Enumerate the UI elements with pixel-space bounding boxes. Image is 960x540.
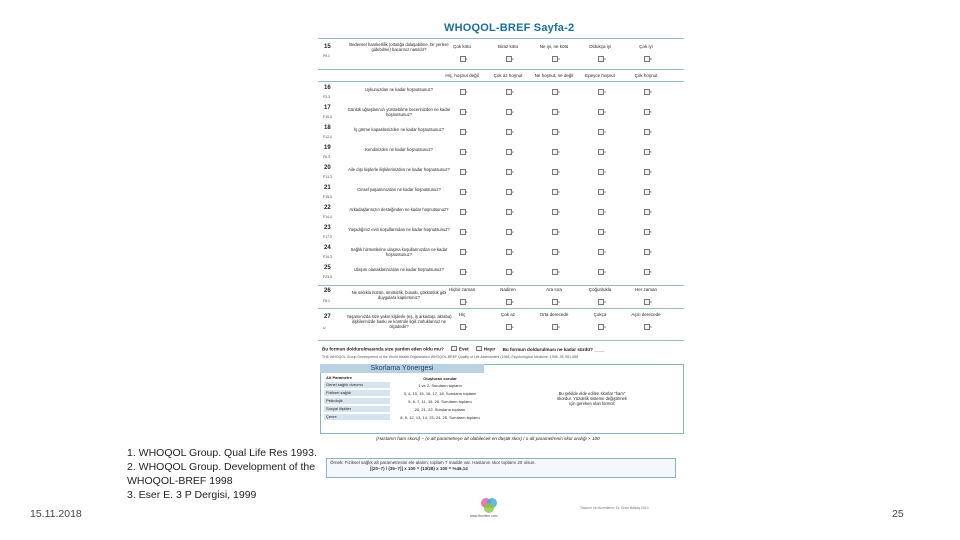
example-line-2: [(20−7) / (35−7)] x 100 = (13/28) x 100 = %46,14	[370, 466, 468, 471]
answer-checkbox[interactable]	[460, 169, 466, 175]
question-number: 18	[324, 125, 331, 131]
answer-checkbox[interactable]	[506, 169, 512, 175]
question-text: Sağlık hizmetlerine ulaşma koşullarınızdan ne kadar hoşnutsunuz?	[350, 247, 448, 257]
answer-checkbox[interactable]	[644, 89, 650, 95]
question-number: 21	[324, 185, 331, 191]
question-number: 20	[324, 165, 331, 171]
answer-score: 5	[650, 150, 652, 154]
answer-score: 4	[604, 325, 606, 329]
scoring-items: 20, 21, 22. Soruların toplamı	[414, 407, 466, 412]
answer-score: 1	[466, 210, 468, 214]
answer-checkbox[interactable]	[644, 109, 650, 115]
answer-checkbox[interactable]	[552, 89, 558, 95]
answer-checkbox[interactable]	[460, 249, 466, 255]
answer-score: 5	[650, 57, 652, 61]
answer-checkbox[interactable]	[552, 324, 558, 330]
answer-score: 4	[604, 250, 606, 254]
scoring-formula: (Hastanın ham skoru) − (o alt parametreye ait olabilecek en düşük skor) / o alt parametrenin skor aralığı × 100	[376, 436, 600, 441]
answer-score: 1	[466, 250, 468, 254]
answer-score: 1	[466, 300, 468, 304]
answer-checkbox[interactable]	[552, 129, 558, 135]
answer-checkbox[interactable]	[598, 169, 604, 175]
answer-checkbox[interactable]	[506, 189, 512, 195]
answer-score: 3	[558, 90, 560, 94]
time-question: Bu formun doldurulması ne kadar sürdü? ____	[502, 346, 605, 352]
answer-score: 1	[466, 130, 468, 134]
reference-1: 1. WHOQOL Group. Qual Life Res 1993.	[127, 447, 317, 459]
answer-checkbox[interactable]	[460, 189, 466, 195]
answer-score: 1	[466, 110, 468, 114]
question-text: Uykunuzdan ne kadar hoşnutsunuz?	[365, 87, 433, 92]
scale-option-label: Çok kötü	[453, 44, 471, 49]
answer-checkbox[interactable]	[460, 109, 466, 115]
hayir-checkbox[interactable]	[476, 346, 482, 352]
scoring-col-1: Alt Parametre	[326, 375, 353, 380]
answer-score: 2	[512, 250, 514, 254]
answer-checkbox[interactable]	[598, 209, 604, 215]
hayir-label: Hayır	[483, 346, 496, 352]
scoring-note: Bu şekilde elde edilen skorlar "ham" skordur. Yüzdelik sisteme değiştirmek için gereken olan formül;	[557, 391, 627, 406]
answer-checkbox[interactable]	[460, 324, 466, 330]
answer-checkbox[interactable]	[506, 299, 512, 305]
answer-score: 3	[558, 210, 560, 214]
answer-score: 2	[512, 325, 514, 329]
scoring-col-2: Oluşturan sorular	[423, 376, 457, 381]
answer-checkbox[interactable]	[460, 149, 466, 155]
answer-checkbox[interactable]	[506, 229, 512, 235]
question-text: Günlük uğraşlarınızı yürütebilme becerinizden ne kadar hoşnutsunuz?	[347, 107, 451, 117]
answer-score: 5	[650, 210, 652, 214]
scoring-row	[320, 398, 558, 405]
answer-checkbox[interactable]	[552, 269, 558, 275]
question-code: F15.3	[323, 195, 332, 199]
scoring-parameter: Çevre	[324, 414, 390, 420]
divider	[318, 340, 684, 341]
whoqol-form-image	[318, 18, 686, 523]
question-code: F6.3	[323, 155, 331, 159]
divider	[318, 81, 684, 82]
scale-option-label: Ne hoşnut, ne değil	[534, 73, 574, 78]
q15-number: 15	[324, 44, 331, 50]
scoring-row	[320, 382, 558, 389]
answer-checkbox[interactable]	[506, 56, 512, 62]
answer-score: 4	[604, 270, 606, 274]
answer-score: 4	[604, 230, 606, 234]
scoring-items: 8, 9, 12, 13, 14, 23, 24, 25. Soruların toplamı	[400, 415, 480, 420]
answer-score: 5	[650, 110, 652, 114]
answer-checkbox[interactable]	[460, 299, 466, 305]
scale-option-label: Hiç	[458, 312, 466, 317]
answer-score: 4	[604, 150, 606, 154]
answer-checkbox[interactable]	[644, 189, 650, 195]
scoring-row	[320, 390, 558, 397]
question-text: Kendinizden ne kadar hoşnutsunuz?	[365, 147, 433, 152]
answer-checkbox[interactable]	[644, 324, 650, 330]
reference-2-cont: WHOQOL-BREF 1998	[127, 475, 233, 487]
question-number: 23	[324, 225, 331, 231]
scoring-items: 1 ve 2. Soruların toplamı	[418, 383, 462, 388]
q27-text: Yaşamınızda size yakın kişilerle (eş, iş arkadaşı, akraba) ilişkilerinizde baskı ve kontrole ilgili zorluklarınız ne ölçüdedir?	[346, 314, 452, 329]
scale-option-label: Çok iyi	[639, 44, 653, 49]
answer-checkbox[interactable]	[552, 299, 558, 305]
answer-checkbox[interactable]	[506, 149, 512, 155]
question-number: 19	[324, 145, 331, 151]
answer-score: 1	[466, 170, 468, 174]
scale-option-label: Epeyce hoşnut	[585, 73, 615, 78]
answer-score: 3	[558, 230, 560, 234]
answer-score: 1	[466, 150, 468, 154]
answer-score: 3	[558, 110, 560, 114]
answer-score: 3	[558, 190, 560, 194]
scoring-items: 3, 4, 10, 15, 16, 17, 18. Soruların toplamı	[403, 391, 477, 396]
answer-score: 3	[558, 250, 560, 254]
scoring-row	[320, 414, 558, 421]
answer-score: 3	[558, 270, 560, 274]
scale-option-label: Biraz kötü	[497, 44, 518, 49]
answer-score: 3	[558, 300, 560, 304]
question-code: F19.3	[323, 255, 332, 259]
answer-checkbox[interactable]	[506, 249, 512, 255]
q26-text: Ne sıklıkla hüzün, ümitsizlik, bunaltı, çökkünlük gibi duygulara kapılırsınız?	[351, 290, 447, 300]
scoring-parameter: Psikolojik	[324, 398, 390, 404]
form-title: WHOQOL-BREF Sayfa-2	[444, 22, 575, 34]
answer-checkbox[interactable]	[598, 56, 604, 62]
answer-score: 5	[650, 190, 652, 194]
answer-score: 4	[604, 170, 606, 174]
scale-option-label: Her zaman	[634, 287, 657, 292]
answer-checkbox[interactable]	[506, 129, 512, 135]
question-number: 24	[324, 245, 331, 251]
answer-score: 1	[466, 90, 468, 94]
scale-option-label: Ara sıra	[546, 287, 562, 292]
answer-checkbox[interactable]	[460, 269, 466, 275]
answer-score: 4	[604, 57, 606, 61]
answer-checkbox[interactable]	[460, 209, 466, 215]
question-code: F23.3	[323, 275, 332, 279]
example-line-1: Örnek: Fiziksel sağlık alt parametresini ele alalım; toplam 7 madde var. Hastanın skor toplamı 20 olsun.	[330, 460, 536, 465]
q15-code: F9.1	[323, 54, 331, 58]
answer-score: 5	[650, 300, 652, 304]
answer-checkbox[interactable]	[644, 149, 650, 155]
answer-score: 5	[650, 90, 652, 94]
answer-checkbox[interactable]	[644, 129, 650, 135]
divider	[318, 285, 684, 286]
answer-checkbox[interactable]	[598, 149, 604, 155]
question-text: Ulaşım olanaklarınızdan ne kadar hoşnutsunuz?	[354, 267, 444, 272]
answer-checkbox[interactable]	[552, 229, 558, 235]
question-code: F17.3	[323, 235, 332, 239]
scale-option-label: Oldukça iyi	[588, 44, 611, 49]
answer-checkbox[interactable]	[460, 89, 466, 95]
answer-checkbox[interactable]	[644, 56, 650, 62]
answer-score: 1	[466, 270, 468, 274]
answer-score: 4	[604, 110, 606, 114]
answer-checkbox[interactable]	[644, 209, 650, 215]
question-code: F13.3	[323, 175, 332, 179]
answer-checkbox[interactable]	[506, 89, 512, 95]
answer-checkbox[interactable]	[598, 109, 604, 115]
question-text: Arkadaşlarınızın desteğinden ne kadar hoşnutsunuz?	[349, 207, 449, 212]
answer-score: 4	[604, 130, 606, 134]
answer-checkbox[interactable]	[598, 299, 604, 305]
answer-score: 1	[466, 57, 468, 61]
q26-code: F8.1	[323, 299, 331, 303]
answer-checkbox[interactable]	[598, 229, 604, 235]
question-code: F12.4	[323, 135, 332, 139]
scale-option-label: Çok az hoşnut	[493, 73, 523, 78]
answer-checkbox[interactable]	[644, 229, 650, 235]
answer-checkbox[interactable]	[552, 169, 558, 175]
answer-checkbox[interactable]	[644, 249, 650, 255]
question-code: F3.3	[323, 95, 331, 99]
divider	[318, 308, 684, 309]
design-credit: Tasarım ve düzenleme: Dr. Ersin Balkaş 2014	[580, 506, 649, 510]
answer-score: 2	[512, 300, 514, 304]
answer-checkbox[interactable]	[506, 209, 512, 215]
evet-checkbox[interactable]	[451, 346, 457, 352]
answer-score: 5	[650, 270, 652, 274]
source-citation: THE WHOQOL Group Development of the World Health Organization WHOQOL-BREF Quality of Life Assessment (1998) Psychological Medicine, 1998, 28, 551-558	[322, 355, 579, 359]
scale-option-label: Nadiren	[500, 287, 516, 292]
answer-score: 1	[466, 230, 468, 234]
answer-checkbox[interactable]	[506, 269, 512, 275]
answer-score: 4	[604, 90, 606, 94]
answer-checkbox[interactable]	[598, 129, 604, 135]
question-number: 16	[324, 85, 331, 91]
question-number: 22	[324, 205, 331, 211]
answer-score: 3	[558, 170, 560, 174]
question-code: F14.4	[323, 215, 332, 219]
answer-score: 3	[558, 57, 560, 61]
answer-score: 4	[604, 190, 606, 194]
answer-score: 2	[512, 170, 514, 174]
answer-score: 2	[512, 150, 514, 154]
scoring-parameter: Sosyal ilişkiler	[324, 406, 390, 412]
q15-text: Bedensel hareketlilik (ortalığa dolaşabilme, bir yerlere gidebilme) bacarınız nasıldır?	[349, 42, 449, 52]
answer-checkbox[interactable]	[644, 299, 650, 305]
question-text: Aile dışı kişilerle ilişkilerinizden ne kadar hoşnutsunuz?	[348, 167, 450, 172]
answer-checkbox[interactable]	[460, 56, 466, 62]
answer-score: 2	[512, 57, 514, 61]
scoring-row	[320, 406, 558, 413]
answer-score: 4	[604, 210, 606, 214]
slide-number: 25	[892, 508, 904, 520]
answer-checkbox[interactable]	[598, 269, 604, 275]
answer-checkbox[interactable]	[644, 269, 650, 275]
answer-score: 2	[512, 190, 514, 194]
answer-checkbox[interactable]	[552, 189, 558, 195]
ftronline-logo-icon	[478, 494, 500, 516]
evet-label: Evet	[458, 346, 469, 352]
references	[127, 446, 317, 502]
answer-checkbox[interactable]	[552, 56, 558, 62]
reference-2: 2. WHOQOL Group. Development of the	[127, 461, 316, 473]
answer-score: 3	[558, 325, 560, 329]
answer-checkbox[interactable]	[506, 109, 512, 115]
answer-checkbox[interactable]	[598, 249, 604, 255]
q27-code: U	[323, 326, 326, 330]
answer-score: 2	[512, 210, 514, 214]
answer-checkbox[interactable]	[506, 324, 512, 330]
answer-score: 5	[650, 130, 652, 134]
scale-option-label: Hiçbir zaman	[448, 287, 476, 292]
answer-score: 3	[558, 150, 560, 154]
answer-score: 2	[512, 130, 514, 134]
answer-score: 4	[604, 300, 606, 304]
scale-option-label: Çoğunlukla	[588, 287, 612, 292]
answer-checkbox[interactable]	[598, 89, 604, 95]
logo-text: www.ftronline.com	[470, 514, 498, 518]
answer-score: 5	[650, 325, 652, 329]
answer-score: 2	[512, 90, 514, 94]
question-number: 17	[324, 105, 331, 111]
scoring-title: Skorlama Yönergesi	[320, 364, 484, 373]
scale-option-label: Ne iyi, ne kötü	[539, 44, 569, 49]
answer-checkbox[interactable]	[460, 229, 466, 235]
question-code: F10.3	[323, 115, 332, 119]
help-question: Bu formun doldurulmasında size yardım eden oldu mu? Evet Hayır Bu formun doldurulması ne kadar sürdü? ____	[322, 346, 605, 352]
answer-score: 5	[650, 230, 652, 234]
scoring-example	[326, 458, 676, 478]
scale-option-label: Çokça	[593, 312, 607, 317]
scale-option-label: Çok az	[500, 312, 515, 317]
answer-score: 2	[512, 270, 514, 274]
divider	[318, 69, 684, 70]
answer-checkbox[interactable]	[598, 324, 604, 330]
q26-number: 26	[324, 288, 331, 294]
scoring-header-row	[320, 375, 558, 382]
answer-checkbox[interactable]	[552, 109, 558, 115]
divider	[318, 38, 684, 39]
answer-score: 1	[466, 190, 468, 194]
question-number: 25	[324, 265, 331, 271]
q27-number: 27	[324, 314, 331, 320]
answer-checkbox[interactable]	[644, 169, 650, 175]
scale-option-label: Orta derecede	[539, 312, 569, 317]
answer-checkbox[interactable]	[552, 249, 558, 255]
question-text: Yaşadığınız evin koşullarından ne kadar hoşnutsunuz?	[348, 227, 450, 232]
answer-score: 2	[512, 230, 514, 234]
scale-option-label: Çok hoşnut	[634, 73, 658, 78]
answer-checkbox[interactable]	[460, 129, 466, 135]
answer-score: 2	[512, 110, 514, 114]
answer-checkbox[interactable]	[552, 209, 558, 215]
answer-score: 3	[558, 130, 560, 134]
slide-date: 15.11.2018	[30, 508, 82, 520]
scoring-parameter: Genel sağlık durumu	[324, 382, 390, 388]
scale-option-label: Aşırı derecede	[631, 312, 661, 317]
scale-option-label: Hiç, hoşnut değil	[445, 73, 479, 78]
scoring-parameter: Fiziksel sağlık	[324, 390, 390, 396]
answer-score: 5	[650, 170, 652, 174]
question-text: Cinsel yaşamınızdan ne kadar hoşnutsunuz?	[357, 187, 441, 192]
scoring-items: 5, 6, 7, 11, 19, 26. Soruların toplamı	[408, 399, 472, 404]
question-text: İş görme kapasitenizden ne kadar hoşnutsunuz?	[353, 127, 445, 132]
reference-3: 3. Eser E. 3 P Dergisi, 1999	[127, 489, 257, 501]
answer-checkbox[interactable]	[598, 189, 604, 195]
answer-score: 1	[466, 325, 468, 329]
answer-score: 5	[650, 250, 652, 254]
answer-checkbox[interactable]	[552, 149, 558, 155]
